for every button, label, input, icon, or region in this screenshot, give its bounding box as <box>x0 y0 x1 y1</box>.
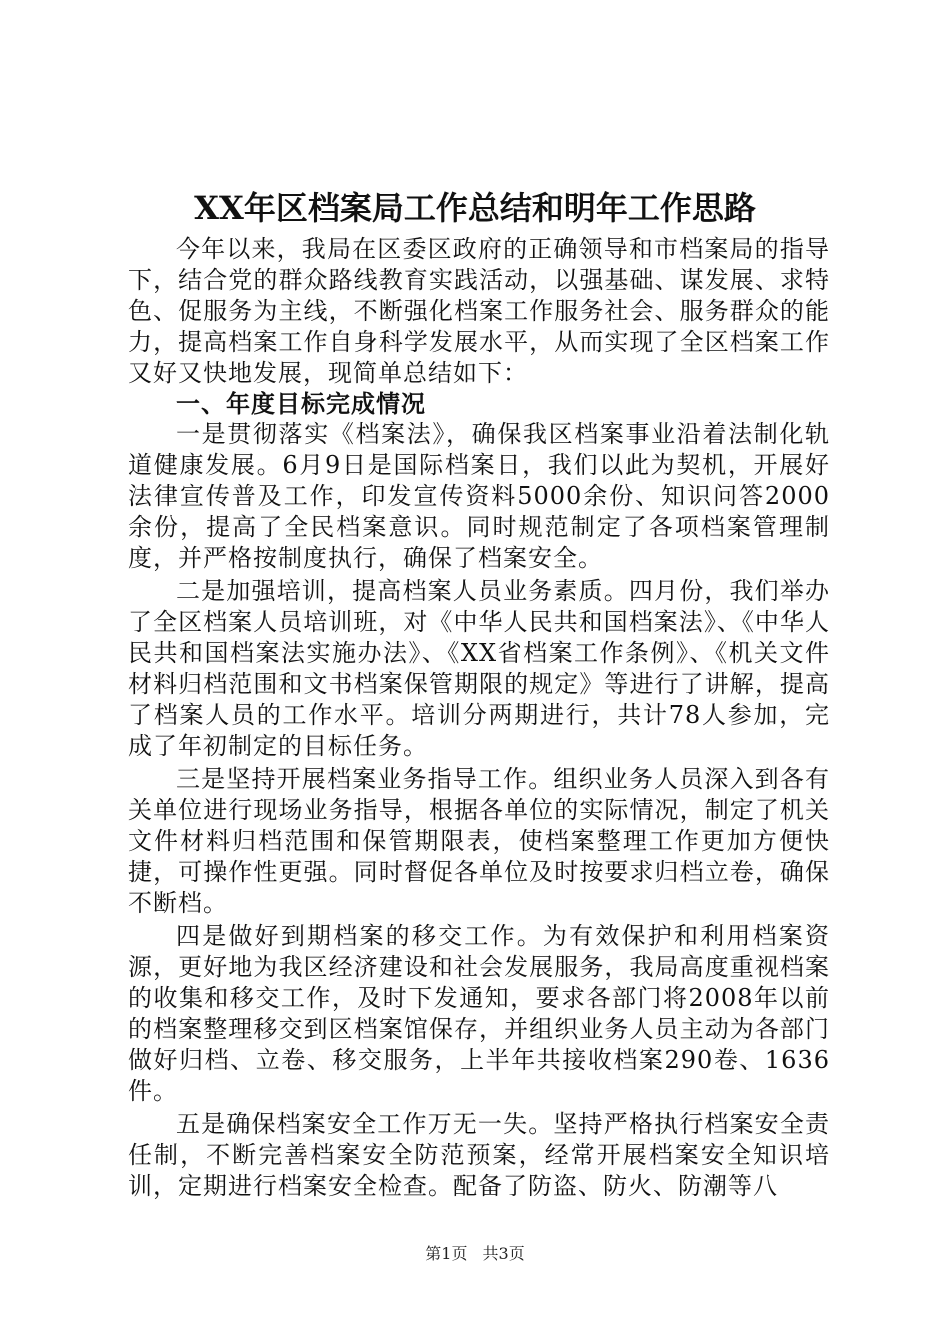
paragraph-1: 一是贯彻落实《档案法》，确保我区档案事业沿着法制化轨道健康发展。6月9日是国际档案日，我们以此为契机，开展好法律宣传普及工作，印发宣传资料5000余份、知识问答2000余份，提高了全民档案意识。同时规范制定了各项档案管理制度，并严格按制度执行，确保了档案安全。 <box>128 420 830 572</box>
paragraph-5: 五是确保档案安全工作万无一失。坚持严格执行档案安全责任制，不断完善档案安全防范预案，经常开展档案安全知识培训，定期进行档案安全检查。配备了防盗、防火、防潮等八 <box>128 1110 830 1200</box>
paragraph-2: 二是加强培训，提高档案人员业务素质。四月份，我们举办了全区档案人员培训班，对《中华人民共和国档案法》、《中华人民共和国档案法实施办法》、《XX省档案工作条例》、《机关文件材料归档范围和文书档案保管期限的规定》等进行了讲解，提高了档案人员的工作水平。培训分两期进行，共计78人参加，完成了年初制定的目标任务。 <box>128 577 830 760</box>
page-number: 第1页 <box>425 1244 468 1263</box>
intro-paragraph: 今年以来，我局在区委区政府的正确领导和市档案局的指导下，结合党的群众路线教育实践活动，以强基础、谋发展、求特色、促服务为主线，不断强化档案工作服务社会、服务群众的能力，提高档案工作自身科学发展水平，从而实现了全区档案工作又好又快地发展，现简单总结如下： <box>128 235 830 387</box>
section-heading: 一、年度目标完成情况 <box>176 390 426 418</box>
page-total: 共3页 <box>482 1244 525 1263</box>
paragraph-3: 三是坚持开展档案业务指导工作。组织业务人员深入到各有关单位进行现场业务指导，根据各单位的实际情况，制定了机关文件材料归档范围和保管期限表，使档案整理工作更加方便快捷，可操作性更强。同时督促各单位及时按要求归档立卷，确保不断档。 <box>128 765 830 917</box>
document-title: XX年区档案局工作总结和明年工作思路 <box>194 189 756 227</box>
paragraph-4: 四是做好到期档案的移交工作。为有效保护和利用档案资源，更好地为我区经济建设和社会发展服务，我局高度重视档案的收集和移交工作，及时下发通知，要求各部门将2008年以前的档案整理移交到区档案馆保存，并组织业务人员主动为各部门做好归档、立卷、移交服务，上半年共接收档案290卷、1636件。 <box>128 922 830 1105</box>
document-body <box>128 234 830 1202</box>
page-footer <box>0 1243 950 1265</box>
